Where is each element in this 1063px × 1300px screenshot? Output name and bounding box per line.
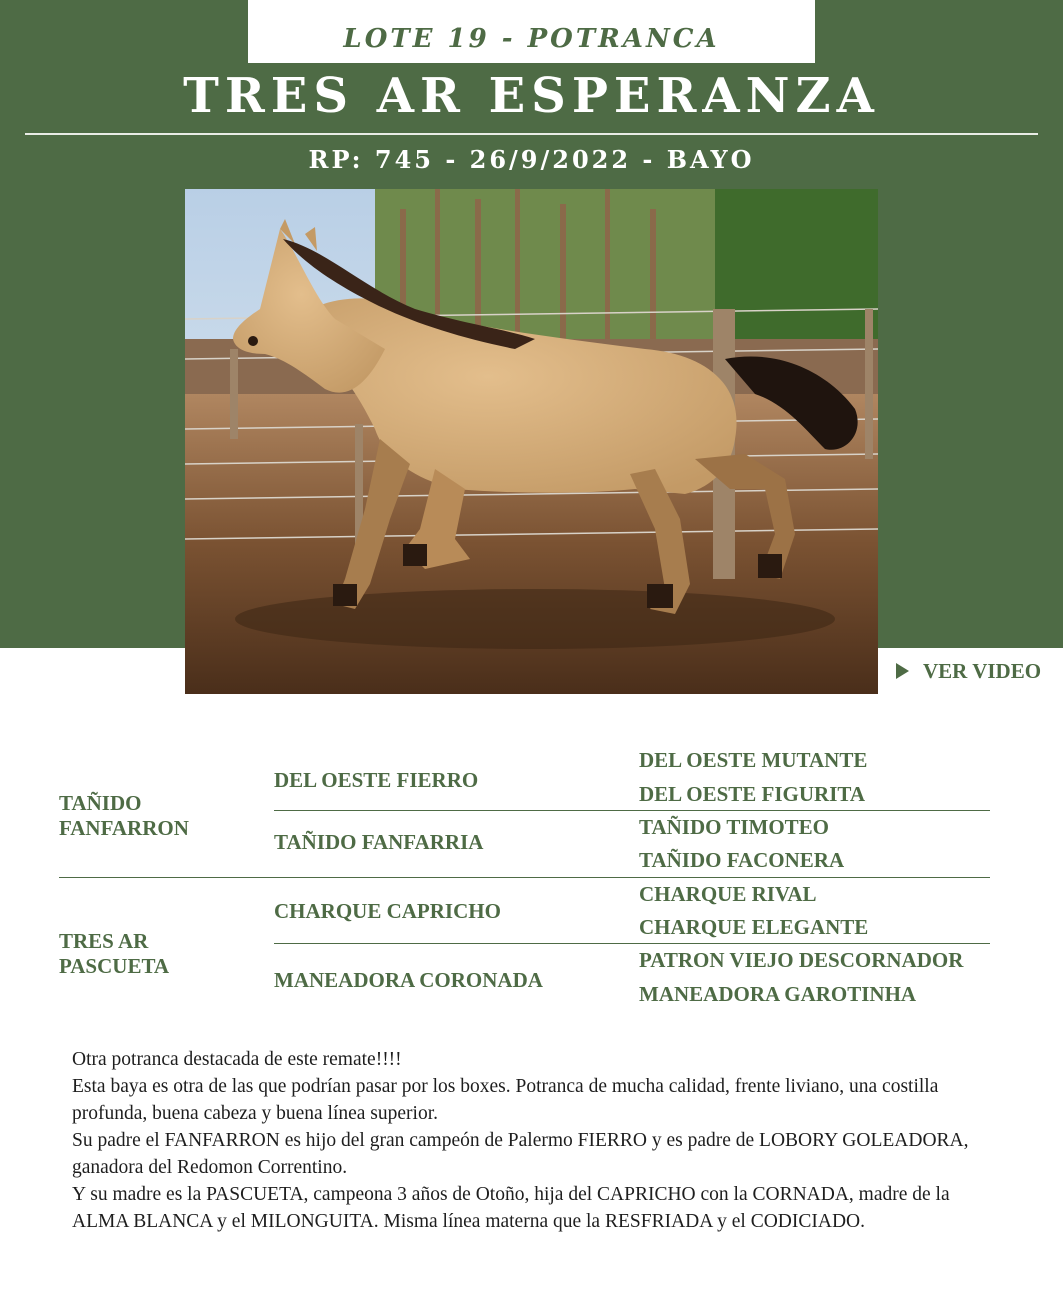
pedigree-divider-maternal — [274, 943, 990, 944]
pedigree-divider-main — [59, 877, 990, 878]
lot-label: LOTE 19 - POTRANCA — [343, 23, 720, 54]
great-grandparent-4: TAÑIDO FACONERA — [639, 848, 845, 872]
paternal-granddam: TAÑIDO FANFARRIA — [274, 830, 484, 854]
sire-name-line2: FANFARRON — [59, 816, 189, 840]
great-grandparent-8: MANEADORA GAROTINHA — [639, 982, 917, 1006]
horse-details: RP: 745 - 26/9/2022 - BAYO — [308, 145, 755, 174]
pedigree-sire — [59, 791, 189, 841]
sire-name-line1: TAÑIDO — [59, 791, 142, 815]
description-conformation: Esta baya es otra de las que podrían pasar por los boxes. Potranca de mucha calidad, frente liviano, una costilla profunda, buena cabeza y buena línea superior. — [72, 1076, 939, 1124]
horse-photo-illustration — [185, 189, 878, 694]
lot-label-box — [248, 0, 815, 63]
maternal-grandsire: CHARQUE CAPRICHO — [274, 899, 501, 923]
description-intro: Otra potranca destacada de este remate!!!! — [72, 1049, 402, 1070]
watch-video-link[interactable] — [896, 657, 1041, 685]
horse-name: TRES AR ESPERANZA — [183, 68, 880, 124]
dam-name-line2: PASCUETA — [59, 954, 170, 978]
pedigree-divider-paternal — [274, 810, 990, 811]
great-grandparent-7: PATRON VIEJO DESCORNADOR — [639, 948, 964, 972]
great-grandparent-3: TAÑIDO TIMOTEO — [639, 815, 830, 839]
watch-video-label: VER VIDEO — [923, 658, 1042, 683]
title-divider — [25, 133, 1038, 135]
lot-description — [72, 1046, 997, 1235]
great-grandparent-2: DEL OESTE FIGURITA — [639, 782, 866, 806]
pedigree-dam — [59, 929, 169, 979]
great-grandparent-5: CHARQUE RIVAL — [639, 882, 817, 906]
description-dam: Y su madre es la PASCUETA, campeona 3 años de Otoño, hija del CAPRICHO con la CORNADA, madre de la ALMA BLANCA y el MILONGUITA. Misma línea materna que la RESFRIADA y el CODICIADO. — [72, 1184, 950, 1232]
great-grandparent-6: CHARQUE ELEGANTE — [639, 915, 869, 939]
paternal-grandsire: DEL OESTE FIERRO — [274, 768, 479, 792]
horse-photo — [185, 189, 878, 694]
great-grandparent-1: DEL OESTE MUTANTE — [639, 748, 868, 772]
dam-name-line1: TRES AR — [59, 929, 149, 953]
maternal-granddam: MANEADORA CORONADA — [274, 968, 543, 992]
description-sire: Su padre el FANFARRON es hijo del gran campeón de Palermo FIERRO y es padre de LOBORY GOLEADORA, ganadora del Redomon Correntino. — [72, 1130, 969, 1178]
play-icon — [896, 663, 909, 679]
